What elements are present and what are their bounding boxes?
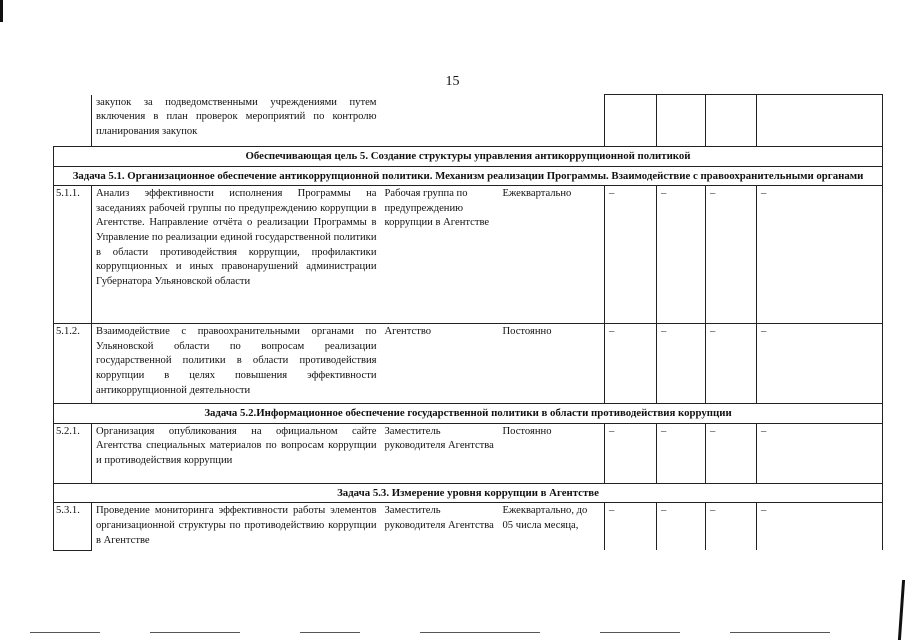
row-value-3: –	[706, 423, 757, 483]
row-number: 5.1.2.	[54, 324, 92, 404]
task-5-1-header: Задача 5.1. Организационное обеспечение антикоррупционной политики. Механизм реализации Программы. Взаимодействие с правоохранительными органами	[54, 166, 883, 186]
task-header-row	[54, 404, 883, 424]
row-value-2: –	[657, 423, 706, 483]
task-5-3-header: Задача 5.3. Измерение уровня коррупции в Агентстве	[54, 483, 883, 503]
program-table	[53, 94, 883, 551]
row-deadline: Постоянно	[499, 324, 605, 404]
row-description: Анализ эффективности исполнения Программы на заседаниях рабочей группы по предупреждению коррупции в Агентстве. Направление отчёта о реализации Программы в Управление по реализации единой государственной политики в области противодействия коррупции, профилактики коррупционных и иных правонарушений администрации Губернатора Ульяновской области	[92, 186, 381, 324]
table-row	[54, 324, 883, 404]
row-responsible: Рабочая группа по предупреждению коррупции в Агентстве	[381, 186, 499, 324]
row-number: 5.3.1.	[54, 503, 92, 550]
row-value-4: –	[757, 423, 883, 483]
table-row	[54, 186, 883, 324]
row-value-4: –	[757, 324, 883, 404]
page-number: 15	[445, 74, 460, 89]
table-row-continuation	[54, 95, 883, 147]
scan-edge-right	[898, 580, 905, 640]
row-responsible: Агентство	[381, 324, 499, 404]
row-deadline: Ежеквартально, до 05 числа месяца,	[499, 503, 605, 550]
row-value-2: –	[657, 503, 706, 550]
task-header-row	[54, 483, 883, 503]
row-description: Организация опубликования на официальном сайте Агентства специальных материалов по вопросам коррупции и противодействия коррупции	[92, 423, 381, 483]
row-value-1: –	[605, 503, 657, 550]
goal-header: Обеспечивающая цель 5. Создание структуры управления антикоррупционной политикой	[54, 147, 883, 167]
row-value-4: –	[757, 186, 883, 324]
table-row	[54, 423, 883, 483]
scan-bottom-marks	[0, 632, 905, 638]
row-value-1: –	[605, 186, 657, 324]
task-5-2-header: Задача 5.2.Информационное обеспечение государственной политики в области противодействия коррупции	[54, 404, 883, 424]
scan-edge-left	[0, 0, 3, 22]
row-value-2: –	[657, 324, 706, 404]
row-value-1: –	[605, 324, 657, 404]
row-value-4: –	[757, 503, 883, 550]
row-responsible: Заместитель руководителя Агентства	[381, 423, 499, 483]
goal-header-row	[54, 147, 883, 167]
row-number: 5.1.1.	[54, 186, 92, 324]
row-deadline: Ежеквартально	[499, 186, 605, 324]
row-value-1: –	[605, 423, 657, 483]
row-value-2: –	[657, 186, 706, 324]
row-number: 5.2.1.	[54, 423, 92, 483]
row-deadline: Постоянно	[499, 423, 605, 483]
row-value-3: –	[706, 324, 757, 404]
row-value-3: –	[706, 503, 757, 550]
row-responsible: Заместитель руководителя Агентства	[381, 503, 499, 550]
row-description: закупок за подведомственными учреждениями путем включения в план проверок мероприятий по контролю планирования закупок	[92, 95, 381, 147]
row-description: Взаимодействие с правоохранительными органами по Ульяновской области по вопросам реализации государственной политики в области противодействия коррупции в целях повышения эффективности антикоррупционной деятельности	[92, 324, 381, 404]
row-value-3: –	[706, 186, 757, 324]
table-row	[54, 503, 883, 550]
row-description: Проведение мониторинга эффективности работы элементов организационной структуры по противодействию коррупции в Агентстве	[92, 503, 381, 550]
task-header-row	[54, 166, 883, 186]
